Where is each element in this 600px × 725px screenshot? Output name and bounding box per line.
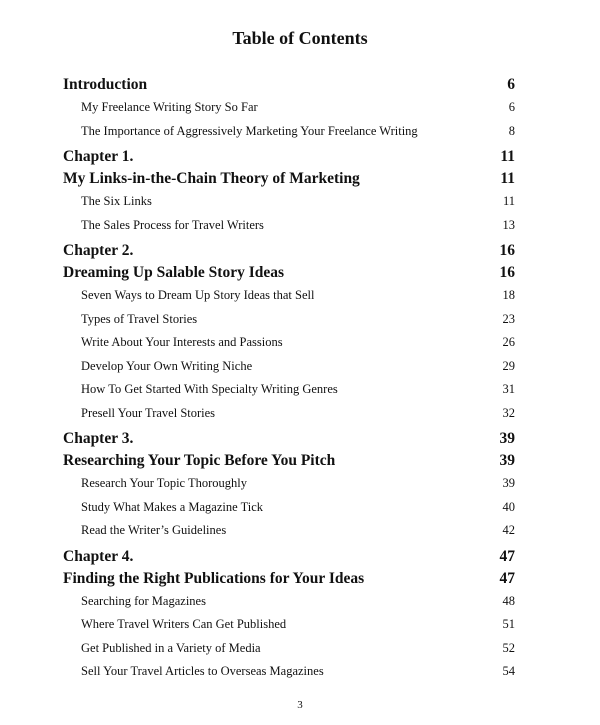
toc-entry-label: Searching for Magazines	[81, 593, 206, 608]
toc-entry-page: 18	[502, 288, 515, 302]
toc-entry-label: Chapter 2.	[63, 242, 134, 259]
toc-entry-page: 51	[502, 617, 515, 631]
toc-entry-page: 32	[502, 405, 515, 420]
toc-entry[interactable]	[63, 613, 515, 637]
toc-entry-label: The Six Links	[81, 194, 152, 208]
toc-entry-label: Sell Your Travel Articles to Overseas Magazines	[81, 664, 324, 678]
toc-heading[interactable]	[63, 428, 515, 450]
toc-entry[interactable]	[63, 637, 515, 661]
toc-entry-label: The Sales Process for Travel Writers	[81, 217, 264, 232]
toc-entry-page: 23	[502, 311, 515, 326]
toc-heading[interactable]	[63, 450, 515, 472]
toc-entry-label: Read the Writer’s Guidelines	[81, 523, 227, 537]
toc-entry[interactable]	[63, 472, 515, 496]
toc-heading[interactable]	[63, 146, 515, 168]
toc-entry[interactable]	[63, 378, 515, 402]
toc-entry-label: Introduction	[63, 76, 148, 93]
toc-entry-label: Where Travel Writers Can Get Published	[81, 617, 287, 631]
toc-entry[interactable]	[63, 284, 515, 308]
toc-entry[interactable]	[63, 331, 515, 355]
toc-entry[interactable]	[63, 214, 515, 238]
toc-entry-label: Get Published in a Variety of Media	[81, 640, 261, 655]
toc-entry[interactable]	[63, 519, 515, 543]
toc-entry-label: How To Get Started With Specialty Writing Genres	[81, 382, 338, 396]
toc-entry-label: The Importance of Aggressively Marketing Your Freelance Writing	[81, 123, 418, 138]
toc-entry-page: 47	[499, 569, 515, 587]
toc-entry-page: 8	[508, 123, 515, 138]
toc-entry-label: Presell Your Travel Stories	[81, 405, 216, 420]
toc-heading[interactable]	[63, 168, 515, 190]
toc-entry-label: Write About Your Interests and Passions	[81, 335, 283, 349]
toc-entry-label: Dreaming Up Salable Story Ideas	[63, 264, 285, 281]
toc-entry-label: Researching Your Topic Before You Pitch	[63, 452, 336, 469]
toc-entry-page: 11	[502, 194, 515, 208]
toc-entry[interactable]	[63, 496, 515, 520]
toc-entry-page: 6	[508, 100, 515, 114]
toc-entry-label: Develop Your Own Writing Niche	[81, 358, 253, 373]
toc-entry-label: Chapter 3.	[63, 430, 134, 447]
toc-entry-label: Chapter 4.	[63, 547, 134, 565]
toc-entry-page: 39	[499, 452, 515, 469]
toc-entry[interactable]	[63, 190, 515, 214]
toc-entry-page: 11	[500, 170, 515, 187]
toc-entry-page: 11	[500, 148, 515, 165]
toc-heading[interactable]	[63, 546, 515, 568]
toc-entry-label: My Freelance Writing Story So Far	[81, 100, 258, 114]
toc-entry-page: 6	[507, 76, 515, 93]
toc-entry-page: 52	[502, 640, 515, 655]
toc-entry[interactable]	[63, 590, 515, 614]
toc-entry-page: 16	[499, 242, 515, 259]
toc-entry-page: 26	[502, 335, 515, 349]
toc-entry-page: 42	[502, 523, 515, 537]
toc-entry-page: 13	[502, 217, 515, 232]
toc-entry-page: 39	[499, 430, 515, 447]
toc-entry-page: 39	[502, 476, 515, 490]
toc-entry[interactable]	[63, 402, 515, 426]
toc-entry-label: Chapter 1.	[63, 148, 134, 165]
toc-heading[interactable]	[63, 262, 515, 284]
toc-entry-page: 54	[502, 664, 515, 678]
toc-entry[interactable]	[63, 660, 515, 684]
toc-entry-label: Research Your Topic Thoroughly	[81, 476, 248, 490]
toc-entry[interactable]	[63, 96, 515, 120]
toc-heading[interactable]	[63, 240, 515, 262]
toc-heading[interactable]	[63, 568, 515, 590]
page-number: 3	[297, 699, 303, 711]
toc-heading[interactable]	[63, 74, 515, 96]
toc-entry-label: Types of Travel Stories	[81, 311, 198, 326]
toc-entry[interactable]	[63, 308, 515, 332]
toc-entry-page: 47	[499, 547, 515, 565]
toc-entry[interactable]	[63, 355, 515, 379]
toc-entry-page: 31	[502, 382, 515, 396]
toc-entry-page: 48	[502, 593, 515, 608]
toc-entry-label: My Links-in-the-Chain Theory of Marketing	[63, 170, 360, 187]
toc-entry-page: 16	[499, 264, 515, 281]
toc-entry[interactable]	[63, 120, 515, 144]
page-title: Table of Contents	[232, 28, 368, 48]
toc-entry-page: 29	[502, 358, 515, 373]
toc-entry-label: Finding the Right Publications for Your Ideas	[63, 569, 365, 587]
toc-entry-page: 40	[502, 499, 515, 514]
toc-entry-label: Seven Ways to Dream Up Story Ideas that Sell	[81, 288, 315, 302]
table-of-contents	[63, 74, 515, 684]
toc-entry-label: Study What Makes a Magazine Tick	[81, 499, 264, 514]
